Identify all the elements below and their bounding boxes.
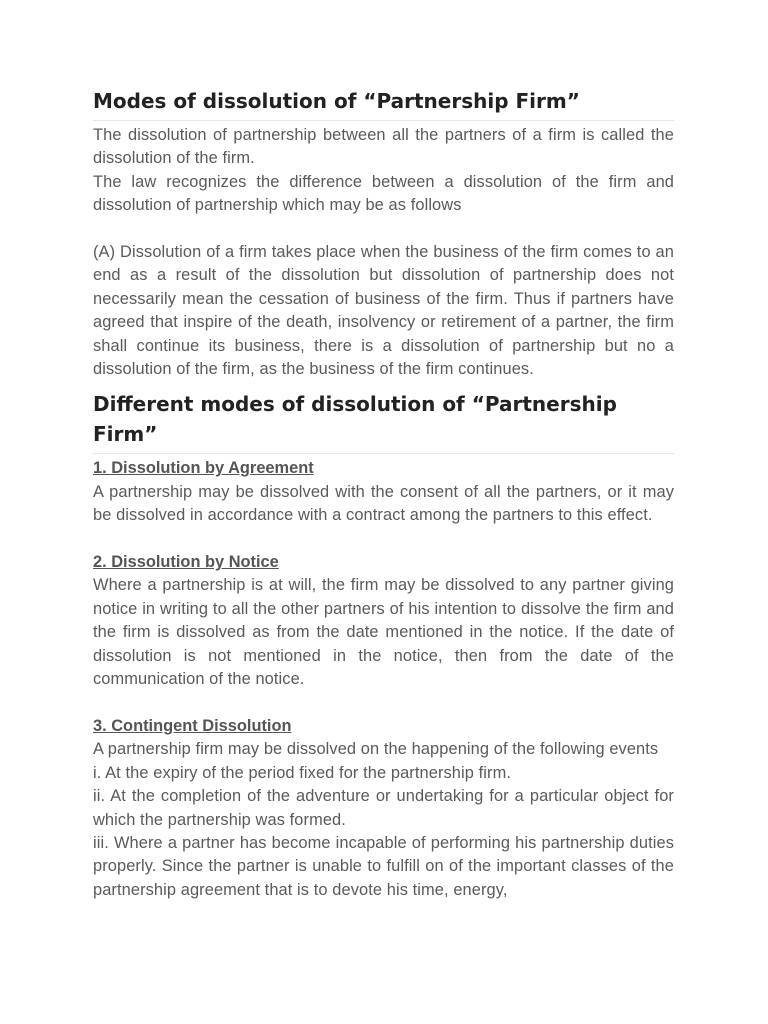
section-agreement (93, 457, 674, 527)
document-page (93, 86, 674, 902)
section-paragraph: A partnership firm may be dissolved on the happening of the following events (93, 740, 659, 759)
section-title: 3. Contingent Dissolution (93, 716, 292, 735)
section-paragraph: Where a partnership is at will, the firm may be dissolved to any partner giving notice in writing to all the other partners of his intention to dissolve the firm and the firm is dissolved as from the date mentioned in the notice. If the date of dissolution is not mentioned in the notice, then from the date of the communication of the notice. (93, 576, 674, 689)
section-contingent (93, 715, 674, 902)
section-title: 1. Dissolution by Agreement (93, 459, 314, 478)
section-spacer (93, 692, 674, 715)
intro-paragraph: The dissolution of partnership between all the partners of a firm is called the dissolution of the firm. (93, 126, 674, 168)
list-item: i. At the expiry of the period fixed for the partnership firm. (93, 763, 511, 782)
modes-heading-divider (93, 453, 674, 454)
modes-heading: Different modes of dissolution of “Partnership Firm” (93, 392, 617, 447)
section-paragraph: A partnership may be dissolved with the consent of all the partners, or it may be dissolved in accordance with a contract among the partners to this effect. (93, 482, 674, 525)
section-title: 2. Dissolution by Notice (93, 553, 279, 572)
paragraph-a: (A) Dissolution of a firm takes place when the business of the firm comes to an end as a result of the dissolution but dissolution of partnership does not necessarily mean the cessation of business of the firm. Thus if partners have agreed that inspire of the death, insolvency or retirement of a partner, the firm shall continue its business, there is a dissolution of partnership but no a dissolution of the firm, as the business of the firm continues. (93, 243, 674, 379)
list-item: ii. At the completion of the adventure or undertaking for a particular object for which the partnership was formed. (93, 787, 674, 829)
main-heading: Modes of dissolution of “Partnership Firm” (93, 89, 580, 113)
heading-divider (93, 120, 674, 121)
list-item: iii. Where a partner has become incapable of performing his partnership duties properly. Since the partner is unable to fulfill on of the important classes of the partnership agreement that is to devote his time, energy, (93, 833, 674, 899)
intro-paragraph-2: The law recognizes the difference between a dissolution of the firm and dissolution of partnership which may be as follows (93, 172, 674, 215)
section-notice (93, 551, 674, 691)
section-spacer (93, 528, 674, 551)
paragraph-spacer (93, 218, 674, 241)
